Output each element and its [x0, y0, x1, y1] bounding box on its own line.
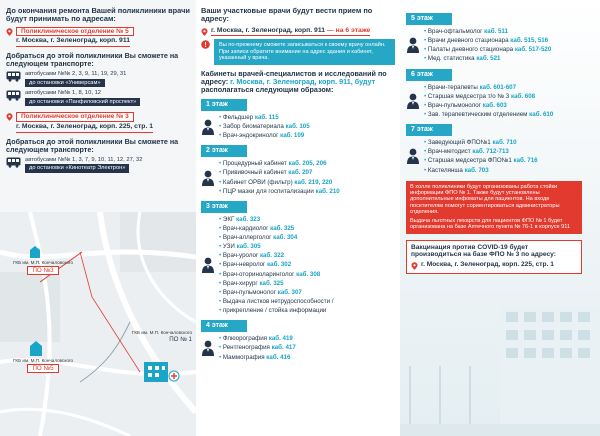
- room-number: каб. 511: [484, 28, 508, 36]
- room-list: [219, 159, 395, 196]
- room-name: Прививочный кабинет: [222, 169, 287, 177]
- floor-rooms: [201, 159, 395, 196]
- bus-route: [6, 90, 192, 106]
- room-number: каб. 323: [236, 215, 261, 223]
- floor-heading: 3 этаж: [201, 201, 247, 213]
- location-pin-icon: [411, 262, 418, 270]
- floor-rooms: [406, 27, 594, 64]
- covid-address: г. Москва, г. Зеленоград, корп. 225, стр. 1: [421, 260, 554, 268]
- room-name: Врач-методист: [427, 148, 471, 156]
- room-item: [424, 138, 594, 147]
- room-name: Врач-оториноларинголог: [222, 270, 295, 278]
- room-item: [219, 306, 395, 315]
- info-notice: [406, 181, 582, 234]
- room-name: Палаты дневного стационара: [427, 46, 514, 54]
- bus-numbers: автобусами №№ 2, 3, 9, 11, 19, 29, 31: [25, 70, 127, 77]
- room-item: [219, 122, 395, 131]
- room-name: Врач-пульмонолог: [427, 101, 481, 109]
- address-block-2: [6, 112, 192, 132]
- room-list: [424, 83, 594, 120]
- room-number: каб. 210: [315, 187, 340, 195]
- room-item: [219, 288, 395, 297]
- room-item: [424, 83, 594, 92]
- map-label-po3: [8, 260, 78, 275]
- location-pin-icon: [6, 113, 13, 121]
- map-badge-po3: ПО №3: [27, 266, 58, 275]
- room-name: Кастелянша: [427, 166, 463, 174]
- bus-icon: [6, 71, 21, 82]
- room-name: Маммография: [222, 353, 265, 361]
- room-number: каб. 325: [259, 279, 284, 287]
- room-item: [219, 233, 395, 242]
- map-badge-po5: ПО №5: [27, 364, 58, 373]
- bus-route: [6, 71, 192, 87]
- room-number: каб. 207: [288, 169, 313, 177]
- floor-heading: 5 этаж: [406, 13, 452, 25]
- room-item: [424, 45, 594, 54]
- map-label-po1: [112, 330, 192, 343]
- map-roads: [0, 212, 196, 436]
- floor-rooms: [201, 215, 395, 315]
- room-name: Врач-офтальмолог: [427, 28, 483, 36]
- room-item: [219, 131, 395, 140]
- floor-rooms: [406, 83, 594, 120]
- room-name: Врач-уролог: [222, 252, 259, 260]
- room-item: [424, 92, 594, 101]
- floors-list: [201, 99, 395, 362]
- room-list: [219, 215, 395, 315]
- room-item: [219, 178, 395, 187]
- room-number: каб. 305: [236, 243, 261, 251]
- floor-rooms: [406, 138, 594, 175]
- floor-heading: 2 этаж: [201, 145, 247, 157]
- col2-intro: Ваши участковые врачи будут вести прием по адресу:: [201, 6, 373, 24]
- room-item: [219, 270, 395, 279]
- room-item: [424, 27, 594, 36]
- doctor-icon: [201, 256, 215, 274]
- room-number: каб. 610: [529, 110, 554, 118]
- map-po1-text: ПО № 1: [169, 336, 192, 344]
- specialists-address: г. Москва, г. Зеленоград, корп. 911, будут: [230, 76, 376, 86]
- room-number: каб. 608: [510, 92, 536, 100]
- room-number: каб. 115: [254, 113, 279, 121]
- upper-floors-list: [406, 13, 594, 175]
- building-photo: [400, 296, 600, 436]
- main-address-floor: — на 6 этаже: [325, 26, 371, 34]
- room-number: каб. 417: [271, 344, 296, 352]
- room-name: УЗИ: [222, 243, 235, 251]
- info-notice-p1: В холле поликлиники будут организованы работа стойки информации ФПО № 1. Также будут установлены дополнительные инфоматы для пациентов. На входе посетителям помогут сориентироваться администраторы отделения.: [410, 183, 560, 216]
- floor-heading: 6 этаж: [406, 69, 452, 81]
- room-number: каб. 603: [482, 101, 507, 109]
- floor-rooms: [201, 334, 395, 361]
- location-map: [0, 212, 196, 436]
- covid-text: Вакцинация против COVID-19 будет производиться на базе ФПО № 3 по адресу:: [411, 243, 556, 259]
- room-name: Врач-пульмонолог: [222, 288, 276, 296]
- room-name: ЭКГ: [222, 215, 235, 223]
- bus-stop: до остановки «Кинотеатр Электрон»: [25, 164, 129, 173]
- map-hospital-name: ГКБ им. М.П. Кончаловского: [12, 260, 74, 265]
- bus-route: [6, 157, 192, 173]
- map-label-po5: [8, 358, 78, 373]
- room-name: Зав. терапевтическим отделением: [427, 110, 528, 118]
- room-number: каб. 109: [280, 132, 305, 140]
- room-number: каб. 419: [268, 335, 293, 343]
- bus-numbers: автобусами №№ 1, 3, 7, 9, 10, 11, 12, 27, 32: [25, 156, 143, 163]
- online-notice: [201, 39, 395, 64]
- room-name: Флюорография: [222, 335, 268, 343]
- room-list: [219, 334, 395, 361]
- location-pin-icon: [201, 28, 208, 36]
- room-number: каб. 219, 220: [294, 178, 333, 186]
- column-upper-floors: [400, 0, 600, 436]
- bus-stop: до остановки «Панфиловский проспект»: [25, 98, 140, 107]
- room-number: каб. 703: [464, 166, 489, 174]
- department-badge: Поликлиническое отделение № 5: [16, 27, 134, 36]
- main-address: [201, 27, 395, 37]
- room-name: Врачи-терапевты: [427, 83, 478, 91]
- room-item: [219, 279, 395, 288]
- department-badge: Поликлиническое отделение № 3: [16, 112, 134, 121]
- doctor-icon: [201, 118, 215, 136]
- location-pin-icon: [6, 28, 13, 36]
- info-notice-p2: Выдача льготных лекарств для пациентов ФПО № 1 будет организована на базе Аптечного пункта № 76-1 в корпусе 911: [410, 217, 571, 231]
- room-name: Врач-хирург: [222, 279, 258, 287]
- room-item: [219, 215, 395, 224]
- room-number: каб. 601-607: [479, 83, 517, 91]
- room-item: [424, 54, 594, 63]
- room-item: [424, 147, 594, 156]
- room-name: Мед. статистика: [427, 55, 475, 63]
- room-number: каб. 322: [259, 252, 285, 260]
- room-number: каб. 307: [277, 288, 302, 296]
- room-name: Процедурный кабинет: [222, 160, 287, 168]
- room-number: каб. 517-520: [514, 46, 552, 54]
- map-hospital-name: ГКБ им. М.П. Кончаловского: [131, 330, 192, 335]
- room-name: Врач-невролог: [222, 261, 266, 269]
- room-number: каб. 205, 206: [288, 160, 327, 168]
- online-notice-text: Вы по-прежнему сможете записываться к своему врачу онлайн. При записи обратите внимание на адрес здания и кабинет, указанный у врача.: [214, 39, 395, 64]
- floor-heading: 1 этаж: [201, 99, 247, 111]
- column-specialists: [196, 0, 400, 436]
- bus-stop: до остановки «Универсам»: [25, 79, 105, 88]
- room-name: Выдача листков нетрудоспособности /: [222, 297, 334, 305]
- room-name: Заведующий ФПО№1: [427, 139, 491, 147]
- room-number: каб. 308: [296, 270, 321, 278]
- room-item: [219, 260, 395, 269]
- room-name: Врач-кардиолог: [222, 224, 269, 232]
- room-item: [219, 297, 395, 306]
- warning-icon: [201, 40, 210, 49]
- doctor-icon: [406, 92, 420, 110]
- map-hospital-name: ГКБ им. М.П. Кончаловского: [12, 358, 74, 363]
- room-number: каб. 325: [270, 224, 295, 232]
- floor-heading: 4 этаж: [201, 320, 247, 332]
- room-name: Рентгенография: [222, 344, 270, 352]
- room-number: каб. 302: [267, 261, 292, 269]
- room-item: [219, 187, 395, 196]
- specialists-intro-end: располагаться следующим образом:: [201, 84, 334, 94]
- room-item: [219, 353, 395, 362]
- room-number: каб. 515, 516: [510, 37, 549, 45]
- floor-heading: 7 этаж: [406, 124, 452, 136]
- room-number: каб. 716: [513, 157, 538, 165]
- room-number: каб. 416: [266, 353, 291, 361]
- department-address: г. Москва, г. Зеленоград, корп. 911: [16, 37, 130, 47]
- room-item: [424, 110, 594, 119]
- room-item: [219, 159, 395, 168]
- room-name: Старшая медсестра ФПО№1: [427, 157, 512, 165]
- room-list: [219, 113, 395, 140]
- room-number: каб. 710: [492, 139, 517, 147]
- room-name: Врачи дневного стационара: [427, 37, 509, 45]
- room-list: [424, 27, 594, 64]
- room-item: [219, 113, 395, 122]
- room-number: каб. 304: [273, 234, 298, 242]
- bus-numbers: автобусами №№ 1, 8, 10, 12: [25, 90, 102, 97]
- doctor-icon: [406, 147, 420, 165]
- room-name: прикрепление / стойка информации: [222, 307, 327, 315]
- doctor-icon: [201, 339, 215, 357]
- room-item: [424, 166, 594, 175]
- transport-heading: Добраться до этой поликлиники Вы сможете на следующем транспорте:: [6, 136, 179, 154]
- room-name: Забор биоматериала: [222, 123, 284, 130]
- room-item: [219, 242, 395, 251]
- room-name: Старшая медсестра т/о № 3: [427, 92, 510, 100]
- room-item: [424, 36, 594, 45]
- room-item: [424, 101, 594, 110]
- bus-icon: [6, 90, 21, 101]
- department-address: г. Москва, г. Зеленоград, корп. 225, стр. 1: [16, 123, 153, 133]
- room-name: Фельдшер: [222, 113, 254, 121]
- room-item: [219, 334, 395, 343]
- room-item: [219, 343, 395, 352]
- covid-vaccination-box: [406, 240, 582, 274]
- floor-rooms: [201, 113, 395, 140]
- room-item: [219, 168, 395, 177]
- room-number: каб. 105: [285, 123, 310, 130]
- room-name: Врач-эндокринолог: [222, 132, 279, 140]
- doctor-icon: [406, 36, 420, 54]
- specialists-intro: [201, 70, 395, 94]
- col1-intro: До окончания ремонта Вашей поликлиники врачи будут принимать по адресам:: [6, 6, 190, 24]
- address-block-1: [6, 27, 192, 47]
- room-number: каб. 521: [476, 55, 501, 63]
- transport-heading: Добраться до этой поликлиники Вы сможете на следующем транспорте:: [6, 50, 179, 68]
- room-name: Врач-аллерголог: [222, 234, 272, 242]
- room-item: [424, 156, 594, 165]
- doctor-icon: [201, 169, 215, 187]
- room-list: [424, 138, 594, 175]
- covid-address-row: [411, 261, 577, 270]
- room-name: Кабинет ОРВИ (фильтр): [222, 178, 293, 186]
- specialists-intro-start: Кабинеты врачей-специалистов и исследований по адресу:: [201, 68, 387, 86]
- room-number: каб. 712-713: [472, 148, 509, 156]
- bus-icon: [6, 157, 21, 168]
- room-name: ПЦР мазки для госпитализации: [222, 187, 314, 195]
- main-address-text: г. Москва, г. Зеленоград, корп. 911: [211, 26, 326, 34]
- room-item: [219, 251, 395, 260]
- room-item: [219, 224, 395, 233]
